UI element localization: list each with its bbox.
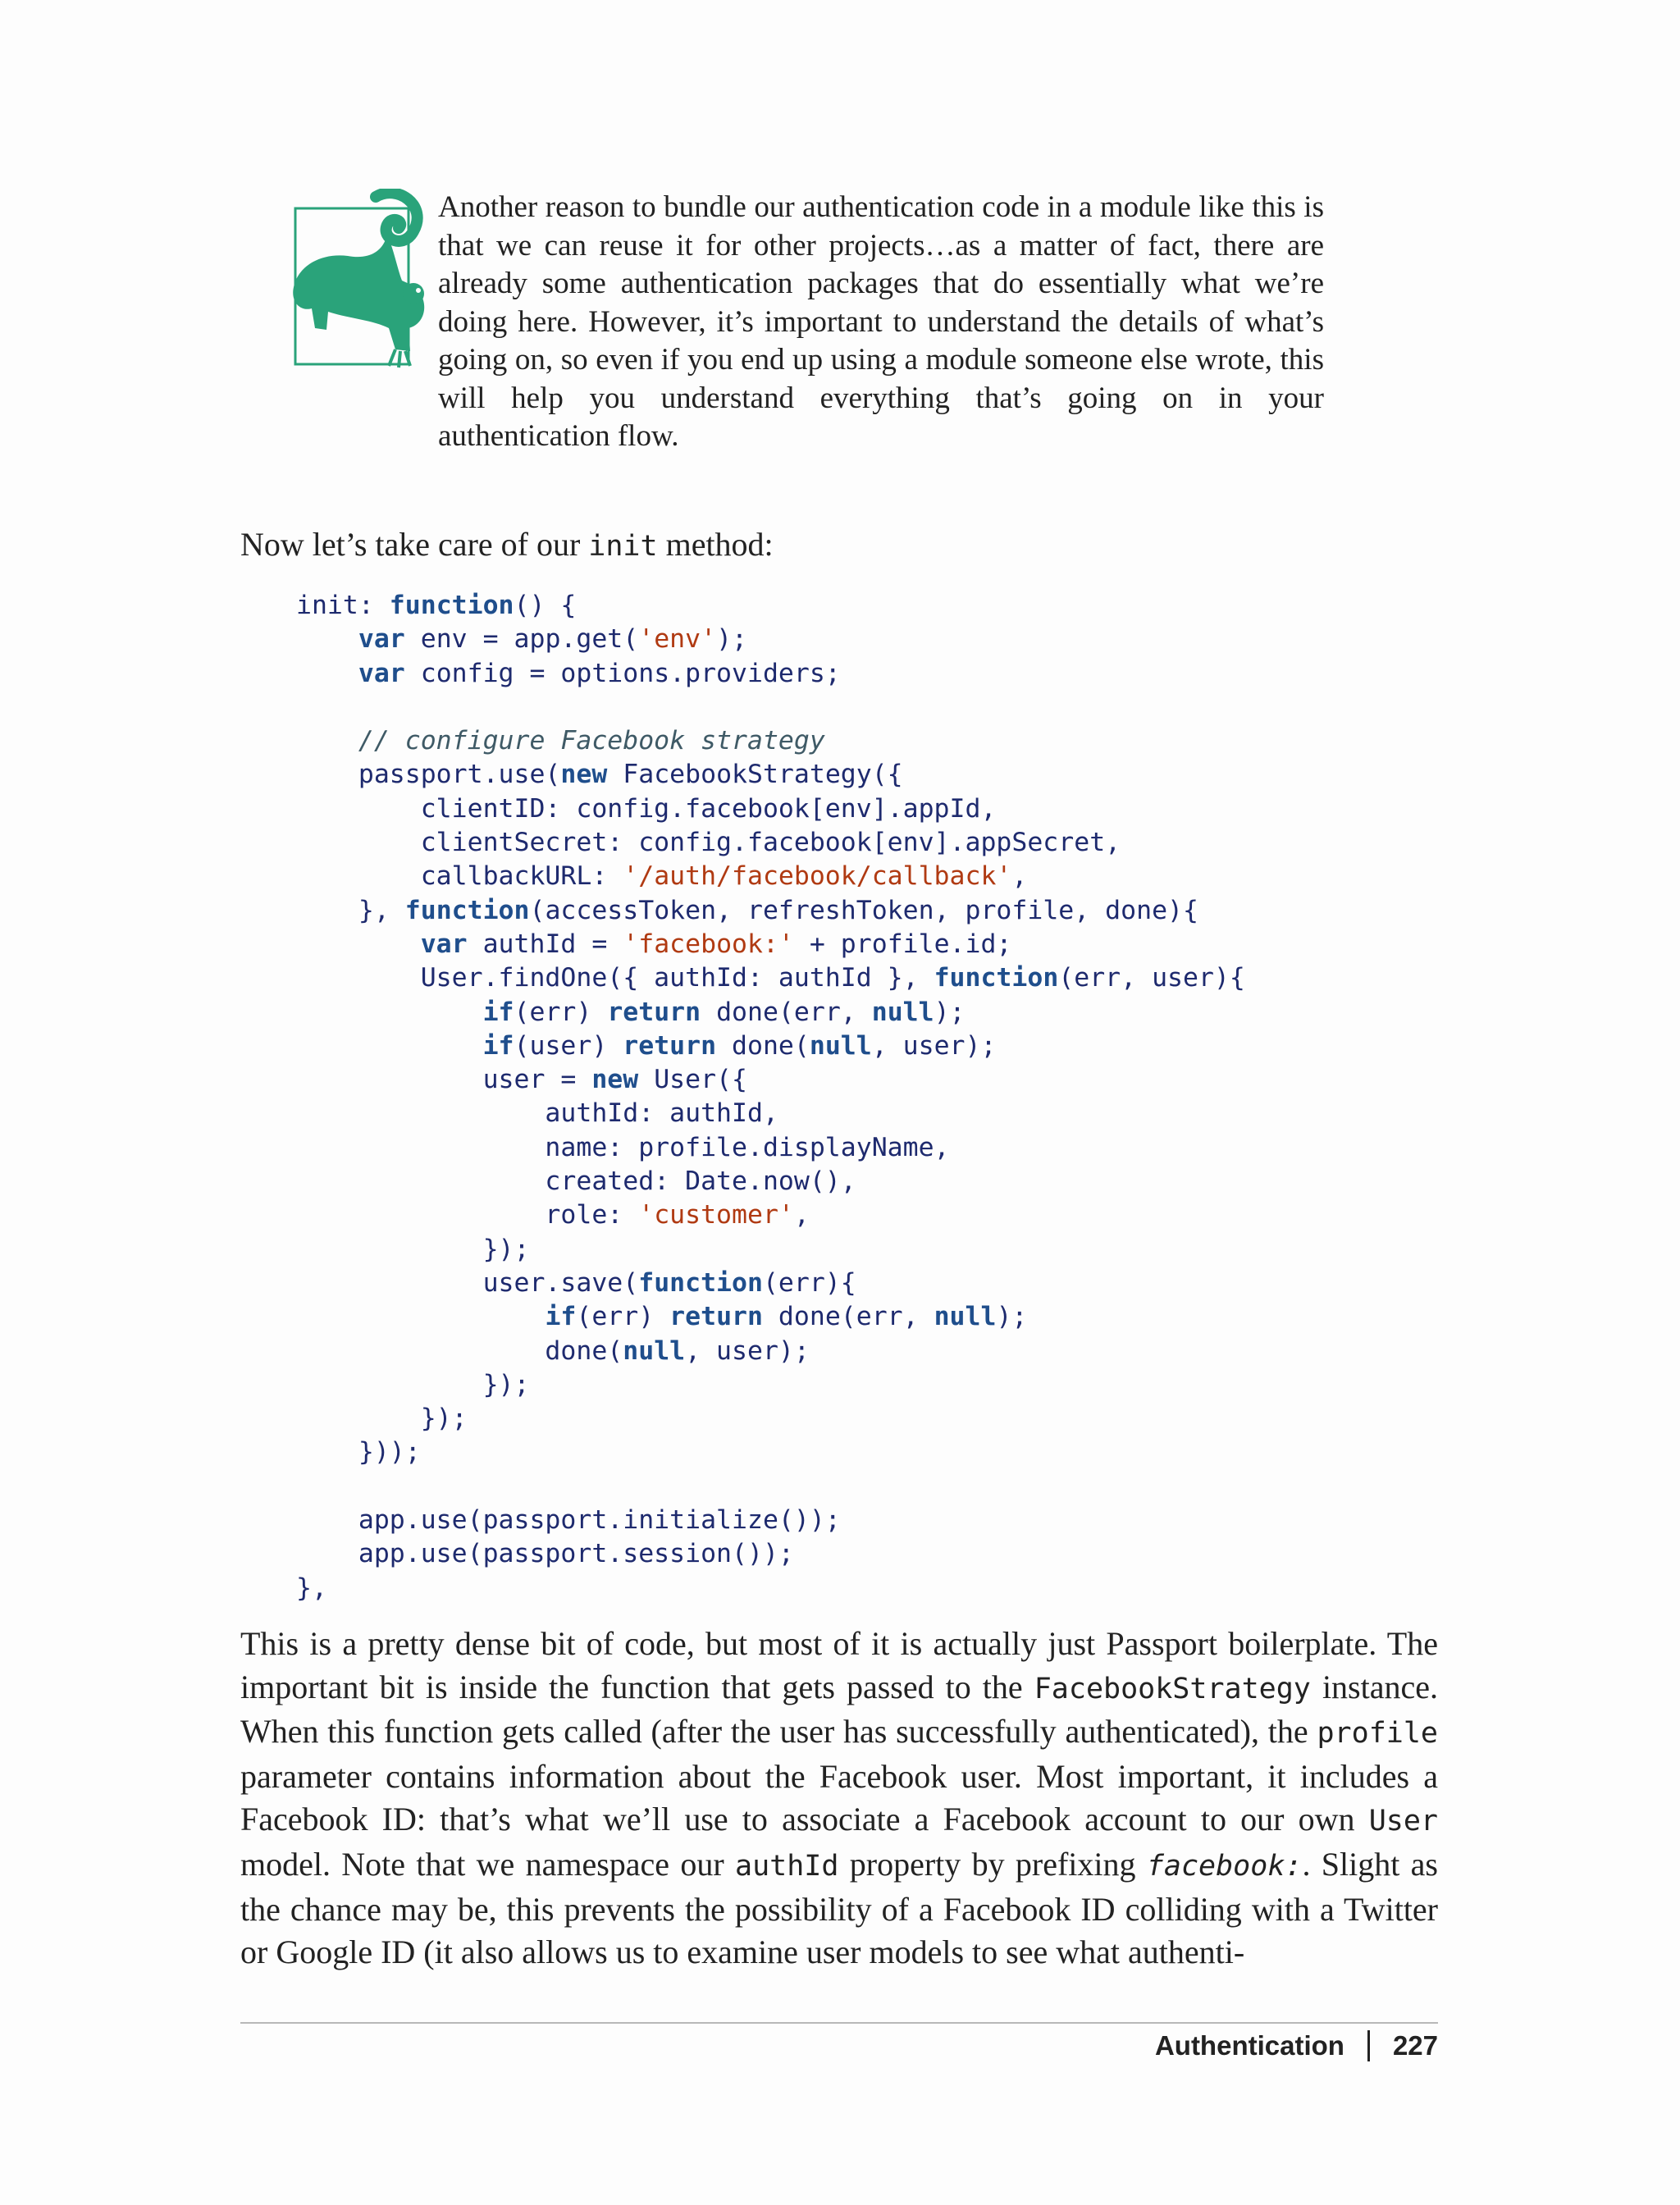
- code-line: });: [296, 1369, 530, 1399]
- para-code-facebookstrategy: FacebookStrategy: [1034, 1672, 1311, 1705]
- para-text-2: instance. When this function gets called (after the user has successfully authenticated), the: [240, 1668, 1438, 1751]
- code-line: app.use(passport.session());: [296, 1539, 794, 1569]
- para-text-5: property by prefixing: [838, 1845, 1147, 1883]
- page-number: 227: [1392, 2030, 1438, 2061]
- code-line: var authId = 'facebook:' + profile.id;: [420, 929, 1012, 959]
- para-code-authid: authId: [735, 1849, 839, 1883]
- code-line: passport.use(new FacebookStrategy({: [296, 760, 903, 790]
- intro-sentence: [240, 523, 1438, 568]
- para-code-user: User: [1368, 1805, 1438, 1838]
- footer-rule: [240, 2022, 1438, 2024]
- para-text-6: . Slight as the chance may be, this prevents the possibility of a Facebook ID colliding with a Twitter or Google ID (it also allows us to examine user models to see what authenti-: [240, 1845, 1438, 1971]
- code-line: // configure Facebook strategy: [358, 726, 825, 756]
- code-line: user = new User({: [296, 1065, 747, 1095]
- code-line: user.save(function(err){: [296, 1267, 856, 1298]
- lemur-icon: [290, 189, 430, 369]
- code-line: }));: [296, 1437, 421, 1468]
- code-line: if(err) return done(err, null);: [545, 1302, 1028, 1332]
- page-footer: [1155, 2030, 1438, 2061]
- code-line: app.use(passport.initialize());: [296, 1505, 841, 1536]
- code-line: });: [296, 1234, 530, 1264]
- intro-text-after: method:: [657, 526, 774, 563]
- para-text-1: This is a pretty dense bit of code, but most of it is actually just Passport boilerplate. The important bit is inside the function that gets passed to the: [240, 1625, 1438, 1705]
- code-line: },: [296, 1573, 327, 1603]
- code-line: var env = app.get('env');: [358, 624, 748, 655]
- code-line: init: function() {: [296, 591, 577, 620]
- code-line: role: 'customer',: [296, 1200, 810, 1230]
- code-line: name: profile.displayName,: [296, 1132, 950, 1162]
- code-line: callbackURL: '/auth/facebook/callback',: [296, 861, 1028, 892]
- footer-separator: [1367, 2030, 1370, 2061]
- intro-text-before: Now let’s take care of our: [240, 526, 589, 563]
- intro-code: init: [588, 530, 658, 563]
- code-line: done(null, user);: [296, 1335, 810, 1366]
- code-line: clientID: config.facebook[env].appId,: [296, 793, 997, 824]
- code-line: if(err) return done(err, null);: [482, 997, 966, 1027]
- code-line: clientSecret: config.facebook[env].appSecret,: [296, 828, 1121, 858]
- para-text-4: model. Note that we namespace our: [240, 1845, 735, 1883]
- code-block: [296, 589, 1245, 1605]
- code-line: });: [296, 1404, 468, 1434]
- code-line: var config = options.providers;: [358, 658, 841, 688]
- tip-text: Another reason to bundle our authentication code in a module like this is that we can reuse it for other projects…as a matter of fact, there are already some authentication packages that do essentially what we’re doing here. However, it’s important to understand the details of what’s going on, so even if you end up using a module someone else wrote, this will help you understand everything that’s going on in your authentication flow.: [438, 190, 1324, 453]
- code-line: }, function(accessToken, refreshToken, profile, done){: [296, 895, 1198, 925]
- code-line: created: Date.now(),: [296, 1166, 856, 1197]
- code-line: authId: authId,: [296, 1098, 778, 1129]
- para-text-3: parameter contains information about the Facebook user. Most important, it includes a Facebook ID: that’s what we’ll use to associate a Facebook account to our own: [240, 1757, 1438, 1838]
- code-line: User.findOne({ authId: authId }, function(err, user){: [296, 963, 1245, 993]
- para-code-profile: profile: [1317, 1717, 1438, 1751]
- code-line: if(user) return done(null, user);: [482, 1030, 997, 1061]
- footer-section: Authentication: [1154, 2030, 1344, 2061]
- body-paragraph: [240, 1623, 1438, 1974]
- para-code-facebook-prefix: facebook:: [1146, 1849, 1303, 1883]
